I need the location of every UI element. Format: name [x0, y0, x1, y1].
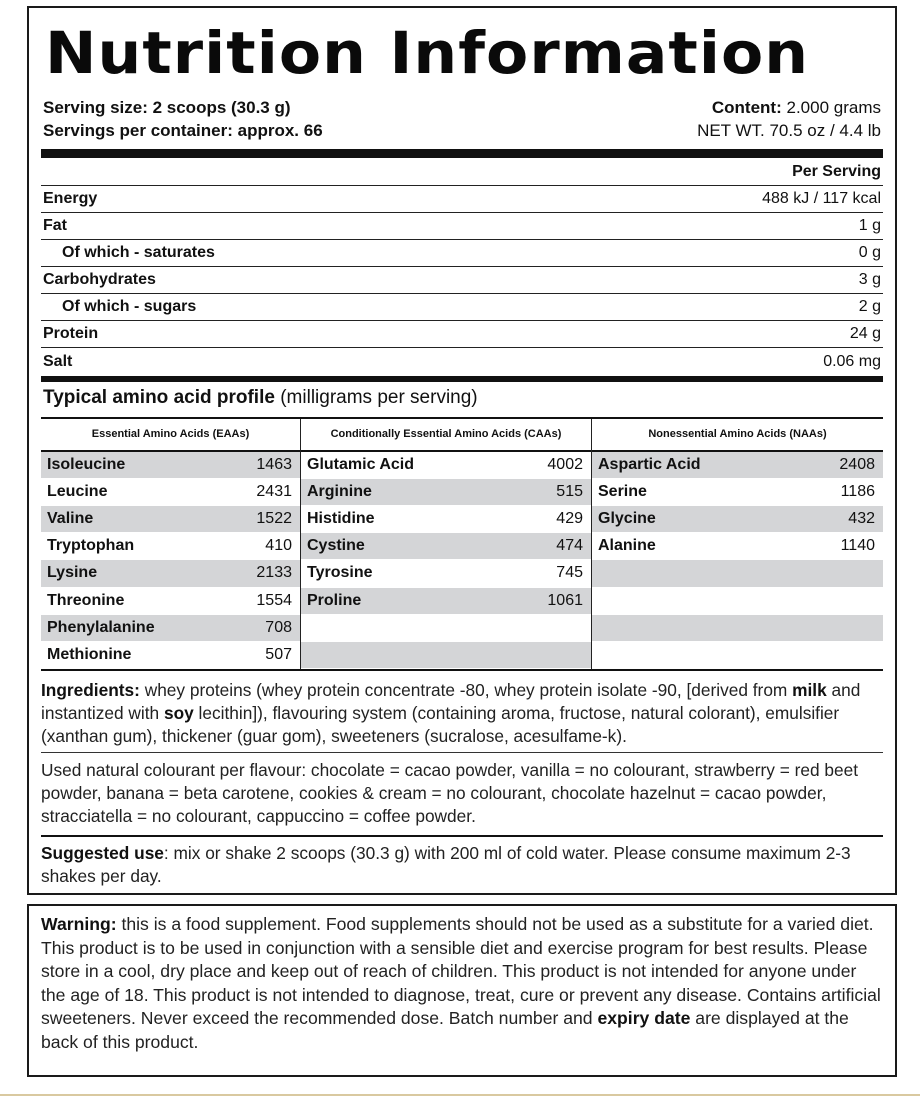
amino-row: Glutamic Acid 4002 — [301, 452, 591, 479]
amino-column-eaas — [41, 419, 301, 669]
amino-row-empty — [592, 588, 883, 615]
amino-row-empty — [301, 642, 591, 669]
amino-row: Cystine 474 — [301, 533, 591, 560]
net-weight: NET WT. 70.5 oz / 4.4 lb — [697, 121, 881, 140]
amino-row: Leucine 2431 — [41, 479, 300, 506]
amino-row: Valine 1522 — [41, 506, 300, 533]
amino-row: Phenylalanine 708 — [41, 615, 300, 642]
column-header: Essential Amino Acids (EAAs) — [41, 419, 300, 452]
amino-row: Threonine 1554 — [41, 588, 300, 615]
divider — [0, 1094, 920, 1096]
divider — [41, 149, 883, 158]
amino-row: Tryptophan 410 — [41, 533, 300, 560]
nutrition-row-saturates: Of which - saturates 0 g — [41, 240, 883, 267]
serving-info — [43, 96, 323, 142]
content-info — [697, 96, 881, 142]
amino-row: Alanine 1140 — [592, 533, 883, 560]
amino-profile-title: Typical amino acid profile (milligrams per serving) — [43, 387, 478, 408]
amino-row-empty — [592, 615, 883, 642]
nutrition-row-protein: Protein 24 g — [41, 321, 883, 348]
amino-column-caas — [301, 419, 592, 669]
divider — [41, 376, 883, 382]
nutrition-row-carbohydrates: Carbohydrates 3 g — [41, 267, 883, 294]
amino-row: Lysine 2133 — [41, 560, 300, 587]
amino-row: Aspartic Acid 2408 — [592, 452, 883, 479]
nutrition-table — [41, 159, 883, 375]
amino-row-empty — [592, 560, 883, 587]
amino-row: Methionine 507 — [41, 642, 300, 669]
column-header: Conditionally Essential Amino Acids (CAAs) — [301, 419, 591, 452]
nutrition-row-fat: Fat 1 g — [41, 213, 883, 240]
nutrition-row-energy: Energy 488 kJ / 117 kcal — [41, 186, 883, 213]
serving-size: Serving size: 2 scoops (30.3 g) — [43, 98, 291, 117]
amino-column-naas — [592, 419, 883, 669]
amino-row: Histidine 429 — [301, 506, 591, 533]
amino-row-empty — [592, 642, 883, 669]
nutrition-row-sugars: Of which - sugars 2 g — [41, 294, 883, 321]
suggested-use-text: Suggested use: mix or shake 2 scoops (30.3 g) with 200 ml of cold water. Please consume maximum 2-3 shakes per day. — [41, 843, 851, 886]
page-title: Nutrition Information — [45, 19, 810, 87]
content-amount: Content: 2.000 grams — [711, 98, 881, 117]
per-serving-header: Per Serving — [41, 159, 883, 186]
amino-row-empty — [301, 615, 591, 642]
amino-row: Arginine 515 — [301, 479, 591, 506]
ingredients-text: Ingredients: whey proteins (whey protein concentrate -80, whey protein isolate -90, [derived from milk and instantized with soy lecithin]), flavouring system (containing aroma, fructose, natural colorant), emulsifier (xanthan gum), thickener (guar gom), sweeteners (sucralose, acesulfame-k). — [41, 679, 883, 753]
amino-row: Isoleucine 1463 — [41, 452, 300, 479]
amino-row: Proline 1061 — [301, 588, 591, 615]
amino-row: Tyrosine 745 — [301, 560, 591, 587]
amino-acid-table — [41, 417, 883, 671]
nutrition-row-salt: Salt 0.06 mg — [43, 352, 881, 370]
servings-per-container: Servings per container: approx. 66 — [43, 121, 323, 140]
warning-panel — [27, 904, 897, 1077]
amino-row: Serine 1186 — [592, 479, 883, 506]
amino-row: Glycine 432 — [592, 506, 883, 533]
column-header: Nonessential Amino Acids (NAAs) — [592, 419, 883, 452]
nutrition-panel — [27, 6, 897, 895]
warning-text: Warning: this is a food supplement. Food supplements should not be used as a substitute for a varied diet. This product is to be used in conjunction with a sensible diet and exercise program for best results. Please store in a cool, dry place and keep out of reach of children. This product is not intended for anyone under the age of 18. This product is not intended to diagnose, treat, cure or prevent any disease. Contains artificial sweeteners. Never exceed the recommended dose. Batch number and expiry date are displayed at the back of this product. — [41, 914, 881, 1052]
colourant-text: Used natural colourant per flavour: chocolate = cacao powder, vanilla = no colourant, strawberry = red beet powder, banana = beta carotene, cookies & cream = no colourant, chocolate hazelnut = cacao powder, stracciatella = no colourant, cappuccino = coffee powder. — [41, 759, 883, 837]
